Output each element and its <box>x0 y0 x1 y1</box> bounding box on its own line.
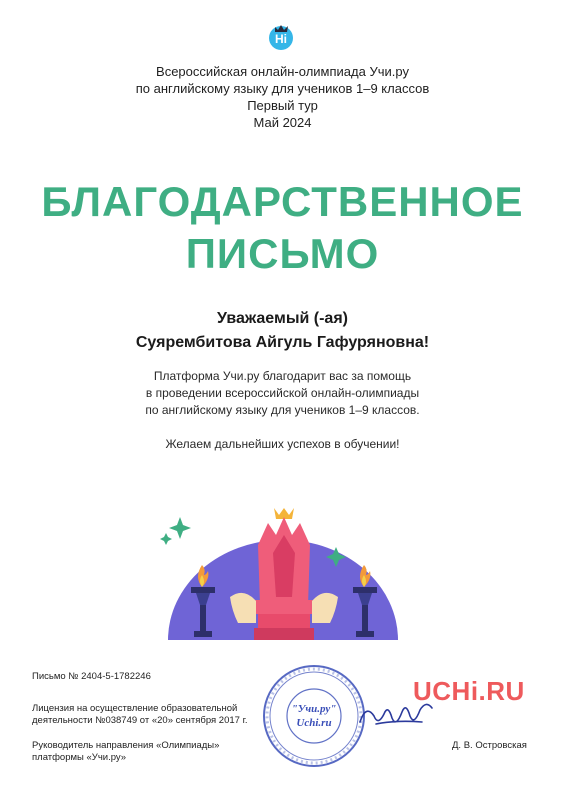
uchi-hi-logo-icon <box>266 22 296 52</box>
salutation: Уважаемый (-ая) <box>217 310 348 327</box>
document-title-line2: ПИСЬМО <box>185 230 380 277</box>
olympiad-date: Май 2024 <box>253 115 312 130</box>
body-line-3: по английскому языку для учеников 1–9 классов. <box>145 403 420 417</box>
license-line-2: деятельности №038749 от «20» сентября 2017 г. <box>32 715 248 726</box>
olympiad-subject: по английскому языку для учеников 1–9 классов <box>135 81 430 96</box>
body-line-1: Платформа Учи.ру благодарит вас за помощь <box>153 369 412 383</box>
wish-text: Желаем дальнейших успехов в обучении! <box>165 437 400 451</box>
official-stamp-icon <box>262 664 366 768</box>
logo-text: Hi <box>275 32 287 46</box>
signer-name: Д. В. Островская <box>452 740 527 751</box>
head-title-line-1: Руководитель направления «Олимпиады» <box>32 740 220 751</box>
document-title-line1: БЛАГОДАРСТВЕННОЕ <box>41 178 524 225</box>
license-line-1: Лицензия на осуществление образовательной <box>32 703 238 714</box>
recipient-name: Суярембитова Айгуль Гафуряновна! <box>135 334 430 351</box>
body-line-2: в проведении всероссийской онлайн-олимпиады <box>145 386 420 400</box>
letter-number: Письмо № 2404-5-1782246 <box>32 671 151 682</box>
stamp-text-1: "Учи.ру" <box>291 703 337 715</box>
olympiad-title: Всероссийская онлайн-олимпиада Учи.ру <box>156 64 409 79</box>
olympiad-round: Первый тур <box>247 98 318 113</box>
stamp-text-2: Uchi.ru <box>296 717 332 729</box>
head-title-line-2: платформы «Учи.ру» <box>32 752 127 763</box>
throne-illustration-icon <box>158 505 408 640</box>
uchi-ru-brand-logo: UCHi.RU <box>413 676 525 706</box>
